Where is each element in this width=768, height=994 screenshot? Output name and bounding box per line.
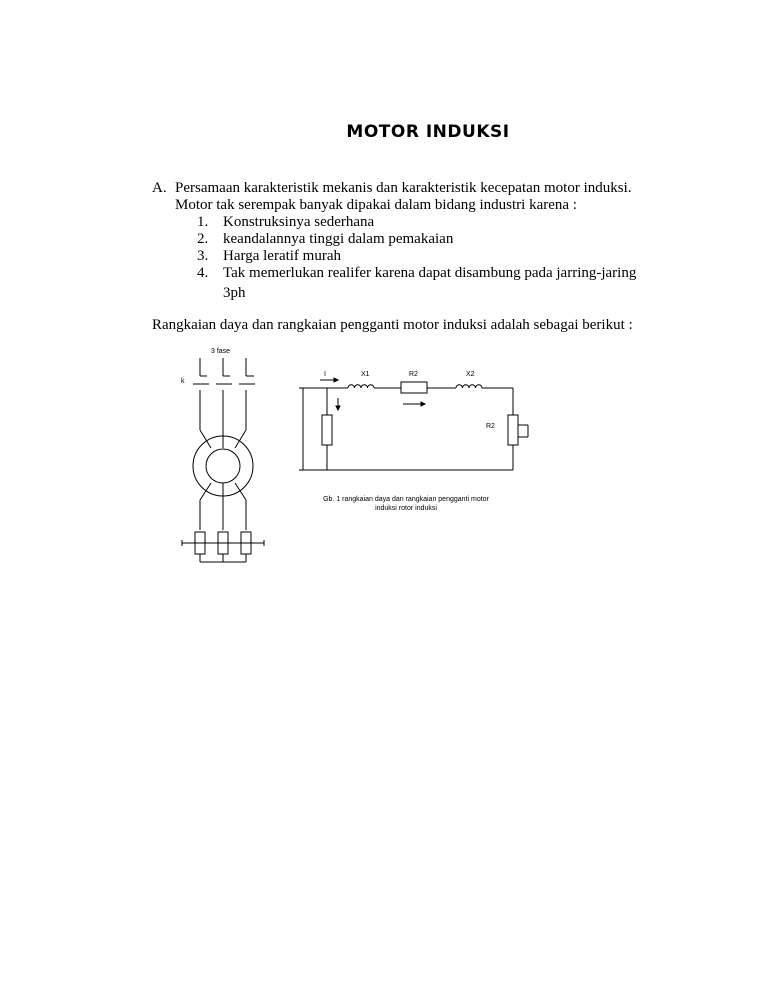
label-x1: X1 [361, 371, 370, 378]
intro-paragraph: Rangkaian daya dan rangkaian pengganti motor induksi adalah sebagai berikut : [152, 317, 633, 333]
section-marker: A. [152, 180, 167, 196]
list-text: Tak memerlukan realifer karena dapat disambung pada jarring-jaring [223, 265, 637, 281]
list-number: 1. [197, 214, 209, 230]
caption-line-1: Gb. 1 rangkaian daya dan rangkaian pengganti motor [323, 496, 489, 503]
list-text-continuation: 3ph [223, 285, 246, 301]
page-title: MOTOR INDUKSI [346, 122, 510, 142]
section-line-2: Motor tak serempak banyak dipakai dalam bidang industri karena : [175, 197, 577, 213]
label-3-fase: 3 fase [211, 348, 231, 355]
figure-caption [276, 495, 536, 513]
label-r2-series: R2 [409, 371, 418, 378]
list-number: 2. [197, 231, 209, 247]
caption-line-2: induksi rotor induksi [375, 505, 437, 512]
list-text: keandalannya tinggi dalam pemakaian [223, 231, 454, 247]
section-line-1: Persamaan karakteristik mekanis dan karakteristik kecepatan motor induksi. [175, 180, 632, 196]
list-text: Harga leratif murah [223, 248, 342, 264]
list-text: Konstruksinya sederhana [223, 214, 375, 230]
label-r2-load: R2 [486, 423, 495, 430]
label-k: k [181, 378, 185, 385]
power-circuit-diagram [182, 358, 264, 562]
label-current-i: I [324, 371, 326, 378]
list-number: 4. [197, 265, 209, 281]
label-x2: X2 [466, 371, 475, 378]
list-number: 3. [197, 248, 209, 264]
